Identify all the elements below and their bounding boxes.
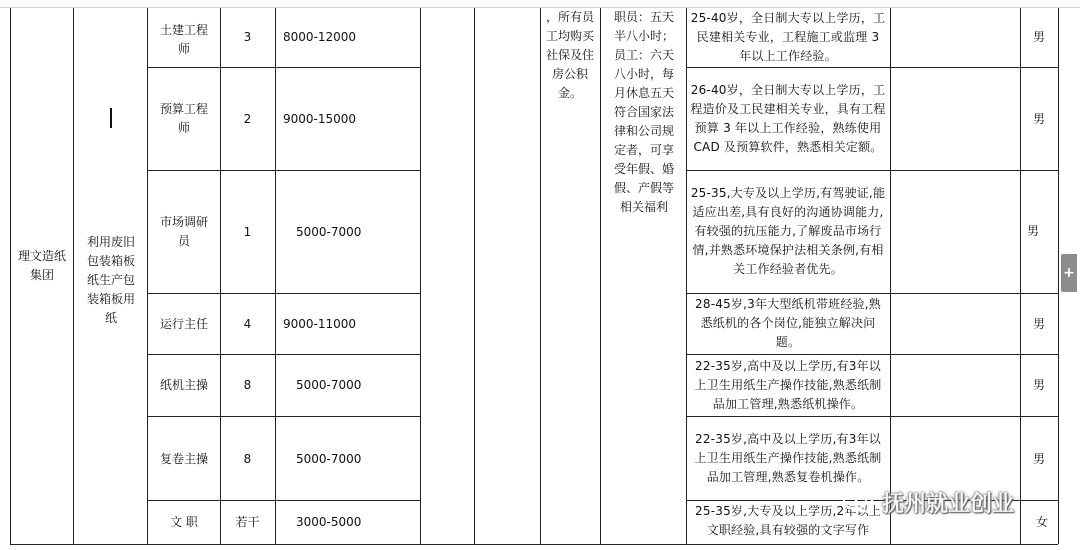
col-divider (420, 8, 421, 544)
count-cell (220, 510, 275, 534)
count-cell (220, 312, 275, 336)
position-cell (150, 447, 218, 471)
business-scope-text: 利用废旧包装箱板纸生产包装箱板用纸 (86, 234, 135, 325)
requirement-text: 25-35,大专及以上学历,有驾驶证,能适应出差,具有良好的沟通协调能力,有较强的抗压能力,了解废品市场行情,并熟悉环境保护法相关条例,有相关工作经验者优先。 (690, 186, 886, 276)
position-text: 复卷主操 (159, 451, 208, 466)
gender-text: 男 (1032, 316, 1045, 331)
gender-text: 男 (1026, 223, 1039, 238)
position-cell (150, 18, 218, 62)
requirement-cell (688, 355, 888, 415)
count-text: 3 (243, 29, 252, 44)
watermark-text: 抚州就业创业 (882, 491, 1015, 517)
col-divider (147, 8, 148, 544)
salary-text: 5000-7000 (296, 451, 362, 466)
benefits-hours (606, 8, 682, 238)
gender-text: 男 (1032, 29, 1045, 44)
col-divider (1058, 8, 1059, 544)
col-divider (73, 8, 74, 544)
salary-cell (283, 25, 413, 49)
requirement-cell (688, 8, 888, 66)
salary-cell (296, 447, 416, 471)
col-divider (10, 8, 11, 544)
company-name (14, 236, 70, 296)
row-divider (147, 354, 420, 355)
salary-cell (283, 312, 413, 336)
requirement-text: 22-35岁,高中及以上学历,有3年以上卫生用纸生产操作技能,熟悉纸制品加工管理,熟悉纸机操作。 (694, 358, 882, 411)
row-divider (147, 67, 420, 68)
row-divider (147, 500, 420, 501)
salary-text: 8000-12000 (283, 29, 357, 44)
row-divider (686, 500, 1058, 501)
gender-cell (1022, 219, 1044, 243)
requirement-cell (688, 502, 888, 544)
col-divider (540, 8, 541, 544)
count-text: 4 (243, 316, 252, 331)
requirement-text: 28-45岁,3年大型纸机带班经验,熟悉纸机的各个岗位,能独立解决问题。 (695, 297, 881, 349)
row-divider (1020, 67, 1058, 68)
requirement-cell (688, 68, 888, 169)
salary-cell (283, 107, 413, 131)
salary-cell (296, 510, 416, 534)
position-cell (150, 373, 218, 397)
col-divider (275, 8, 276, 544)
row-divider (147, 416, 420, 417)
requirement-text: 25-35岁,大专及以上学历,2年以上文职经验,具有较强的文字写作 (695, 504, 881, 537)
requirement-text: 25-40岁，全日制大专以上学历，工民建相关专业，工程施工或监理 3 年以上工作经验。 (690, 10, 886, 63)
gender-cell (1030, 510, 1054, 534)
business-scope (78, 225, 144, 335)
salary-text: 9000-15000 (283, 111, 357, 126)
col-divider (600, 8, 601, 544)
count-cell (220, 447, 275, 471)
requirement-cell (688, 294, 888, 353)
side-expand-button[interactable] (1061, 254, 1077, 292)
col-divider (1020, 8, 1021, 544)
salary-text: 5000-7000 (296, 224, 362, 239)
requirement-text: 26-40岁，全日制大专以上学历，工程造价及工民建相关专业，具有工程预算 3 年以上工作经验，熟练使用 CAD 及预算软件，熟悉相关定额。 (690, 82, 886, 154)
table-bottom-border (10, 544, 1058, 545)
count-text: 若干 (235, 514, 260, 529)
requirement-cell (688, 171, 888, 292)
count-text: 1 (243, 224, 252, 239)
text-cursor (110, 108, 112, 128)
position-text: 土建工程师 (159, 23, 208, 56)
row-divider (147, 293, 420, 294)
benefits-insurance-text: ，所有员工均购买社保及住房公积金。 (545, 10, 594, 100)
company-name-text: 理文造纸集团 (18, 249, 67, 282)
position-text: 文 职 (170, 514, 198, 529)
position-text: 预算工程师 (159, 102, 208, 135)
count-cell (220, 25, 275, 49)
gender-text: 男 (1032, 377, 1045, 392)
gender-text: 男 (1032, 111, 1045, 126)
gender-cell (1022, 447, 1056, 471)
benefits-hours-text: 职员：五天半八小时；员工：六天八小时，每月休息五天符合国家法律和公司规定者，可享受年假、婚假、产假等相关福利 (613, 10, 674, 214)
gender-cell (1022, 312, 1056, 336)
count-cell (220, 107, 275, 131)
count-cell (220, 373, 275, 397)
requirement-cell (688, 417, 888, 499)
requirement-text: 22-35岁,高中及以上学历,有3年以上卫生用纸生产操作技能,熟悉纸制品加工管理,熟悉复卷机操作。 (694, 431, 882, 484)
gender-cell (1022, 25, 1056, 49)
position-cell (150, 510, 218, 534)
salary-cell (296, 220, 416, 244)
count-text: 8 (243, 451, 252, 466)
position-text: 运行主任 (159, 316, 208, 331)
position-text: 市场调研员 (159, 215, 208, 248)
salary-text: 9000-11000 (283, 316, 357, 331)
salary-text: 5000-7000 (296, 377, 362, 392)
col-divider (686, 8, 687, 544)
position-text: 纸机主操 (159, 377, 208, 392)
col-divider (890, 8, 891, 544)
salary-cell (296, 373, 416, 397)
benefits-insurance (542, 8, 598, 118)
salary-text: 3000-5000 (296, 514, 362, 529)
gender-text: 男 (1032, 451, 1045, 466)
gender-cell (1022, 107, 1056, 131)
row-divider (147, 170, 420, 171)
position-cell (150, 210, 218, 254)
count-cell (220, 220, 275, 244)
position-cell (150, 312, 218, 336)
gender-cell (1022, 373, 1056, 397)
col-divider (474, 8, 475, 544)
count-text: 2 (243, 111, 252, 126)
position-cell (150, 97, 218, 141)
plus-icon: + (1063, 265, 1075, 281)
count-text: 8 (243, 377, 252, 392)
gender-text: 女 (1035, 514, 1048, 529)
